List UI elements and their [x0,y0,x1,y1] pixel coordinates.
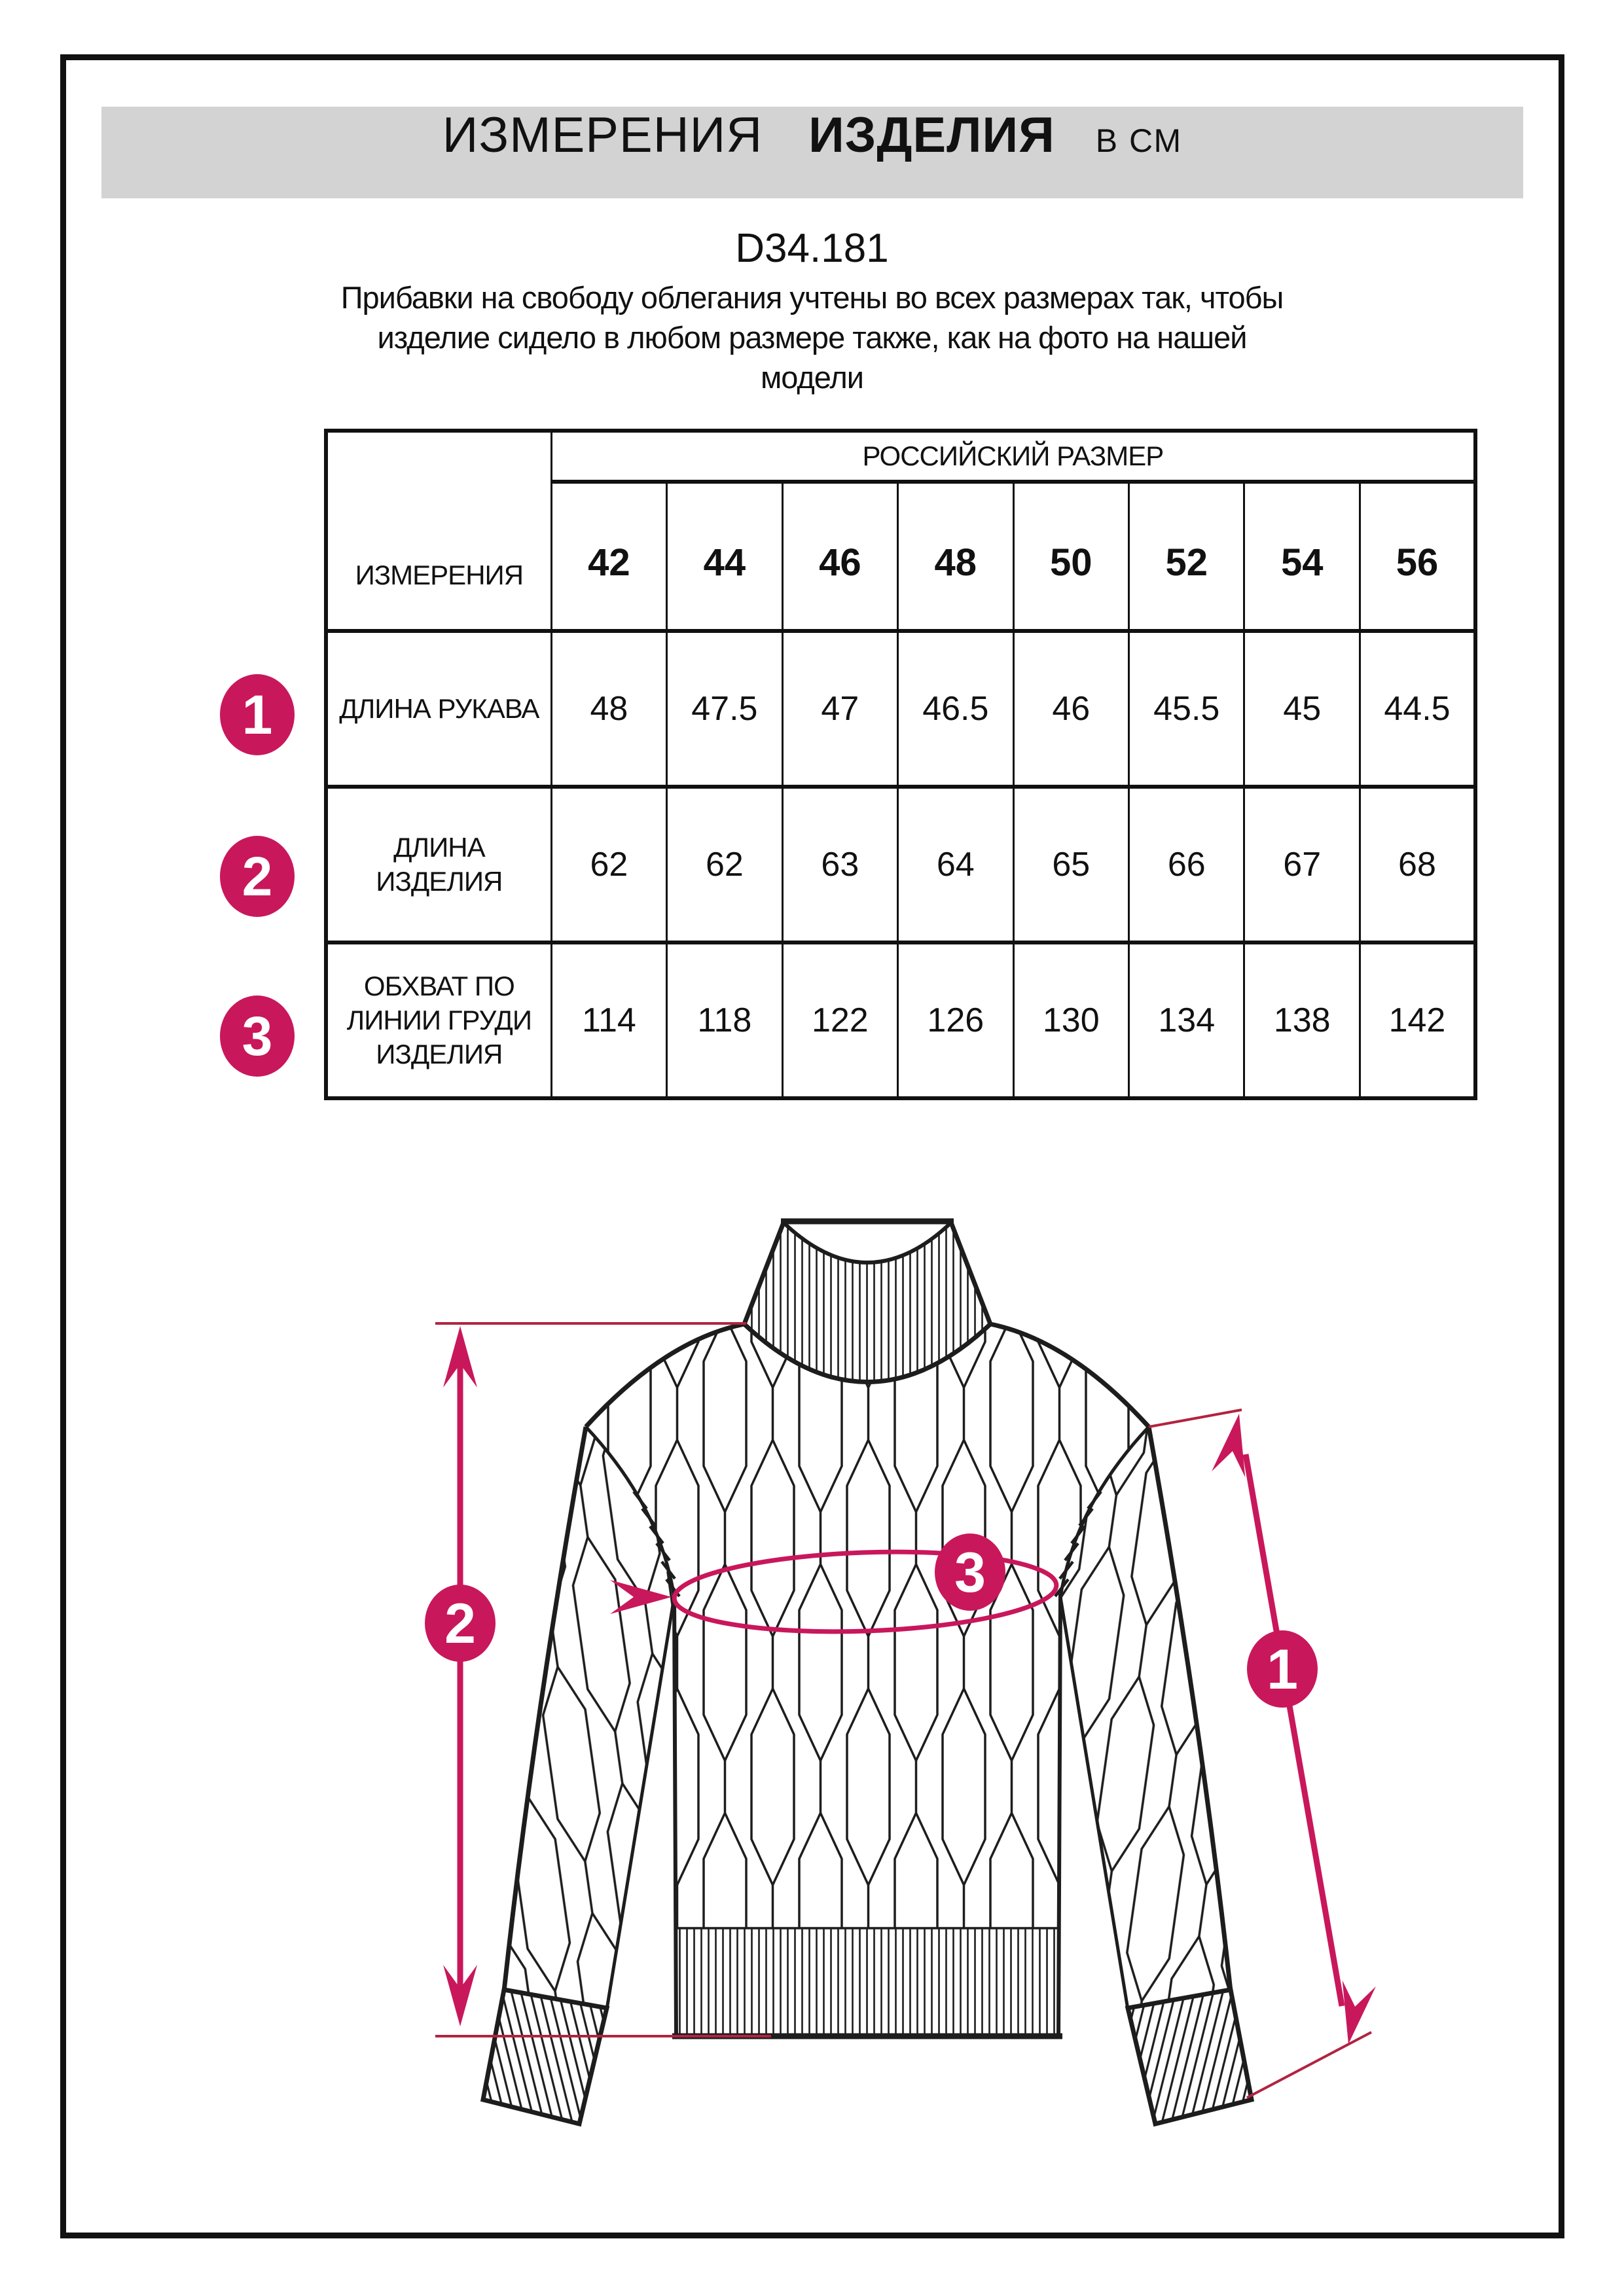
svg-text:3: 3 [954,1541,986,1604]
cell-value: 62 [551,787,666,942]
cell-value: 45 [1244,631,1360,787]
cell-value: 142 [1360,942,1475,1098]
title-word-product: ИЗДЕЛИЯ [808,107,1055,163]
cell-value: 126 [898,942,1013,1098]
row-label-line: ИЗДЕЛИЯ [376,1039,503,1069]
row-label-chest-girth [326,942,551,1098]
cell-value: 64 [898,787,1013,942]
table-row [326,631,1475,787]
cell-value: 134 [1129,942,1244,1098]
cell-value: 68 [1360,787,1475,942]
cell-value: 130 [1013,942,1128,1098]
left-cuff [483,1990,607,2124]
title-banner [101,107,1523,198]
row-marker-1: 1 [220,674,295,755]
cell-value: 46.5 [898,631,1013,787]
sweater-sketch [483,1221,1252,2124]
cell-value: 48 [551,631,666,787]
size-header: 48 [898,482,1013,631]
length-arrow [443,1326,477,2026]
cell-value: 66 [1129,787,1244,942]
svg-text:2: 2 [444,1592,476,1655]
size-header: 52 [1129,482,1244,631]
cell-value: 63 [782,787,897,942]
cell-value: 118 [667,942,782,1098]
diagram-marker-2 [425,1585,496,1662]
cell-value: 65 [1013,787,1128,942]
cell-value: 62 [667,787,782,942]
table-row [326,787,1475,942]
table-group-header: РОССИЙСКИЙ РАЗМЕР [551,431,1475,482]
cell-value: 47.5 [667,631,782,787]
row-label-garment-length [326,787,551,942]
row-label-line: ОБХВАТ ПО [363,971,514,1001]
table-group-header-row [326,431,1475,482]
cell-value: 45.5 [1129,631,1244,787]
cell-value: 46 [1013,631,1128,787]
row-label-sleeve-length [326,631,551,787]
row-label-line: ИЗДЕЛИЯ [376,866,503,897]
fit-description-line: изделие сидело в любом размере также, как на фото на нашей [377,320,1247,355]
leader-line-cuff [1247,2032,1371,2098]
hem-ribbing [676,1928,1058,2036]
product-code: D34.181 [735,226,889,271]
cell-value: 138 [1244,942,1360,1098]
svg-text:1: 1 [1267,1638,1298,1701]
fit-description-line: модели [760,360,864,395]
garment-measurement-diagram [367,1165,1388,2225]
size-header: 54 [1244,482,1360,631]
table-corner-header: ИЗМЕРЕНИЯ [326,431,551,631]
sleeve-arrow [1212,1410,1376,2047]
size-header: 46 [782,482,897,631]
size-header: 42 [551,482,666,631]
table-row [326,942,1475,1098]
cell-value: 122 [782,942,897,1098]
fit-description-line: Прибавки на свободу облегания учтены во всех размерах так, чтобы [340,280,1284,315]
title-unit-cm: В СМ [1095,122,1183,159]
cell-value: 44.5 [1360,631,1475,787]
cell-value: 114 [551,942,666,1098]
row-label-line: ДЛИНА РУКАВА [339,693,539,724]
diagram-marker-3 [935,1534,1005,1611]
row-label-line: ЛИНИИ ГРУДИ [346,1005,532,1035]
row-marker-2: 2 [220,836,295,917]
size-table [324,429,1477,1100]
row-label-line: ДЛИНА [393,832,485,863]
leader-line-shoulder [1149,1410,1242,1427]
right-cuff [1128,1990,1252,2124]
diagram-marker-1 [1247,1630,1318,1708]
fit-description [236,278,1388,397]
row-marker-3: 3 [220,996,295,1077]
size-header: 44 [667,482,782,631]
size-header: 56 [1360,482,1475,631]
size-header: 50 [1013,482,1128,631]
title-word-measurements: ИЗМЕРЕНИЯ [442,107,763,163]
cell-value: 47 [782,631,897,787]
cell-value: 67 [1244,787,1360,942]
